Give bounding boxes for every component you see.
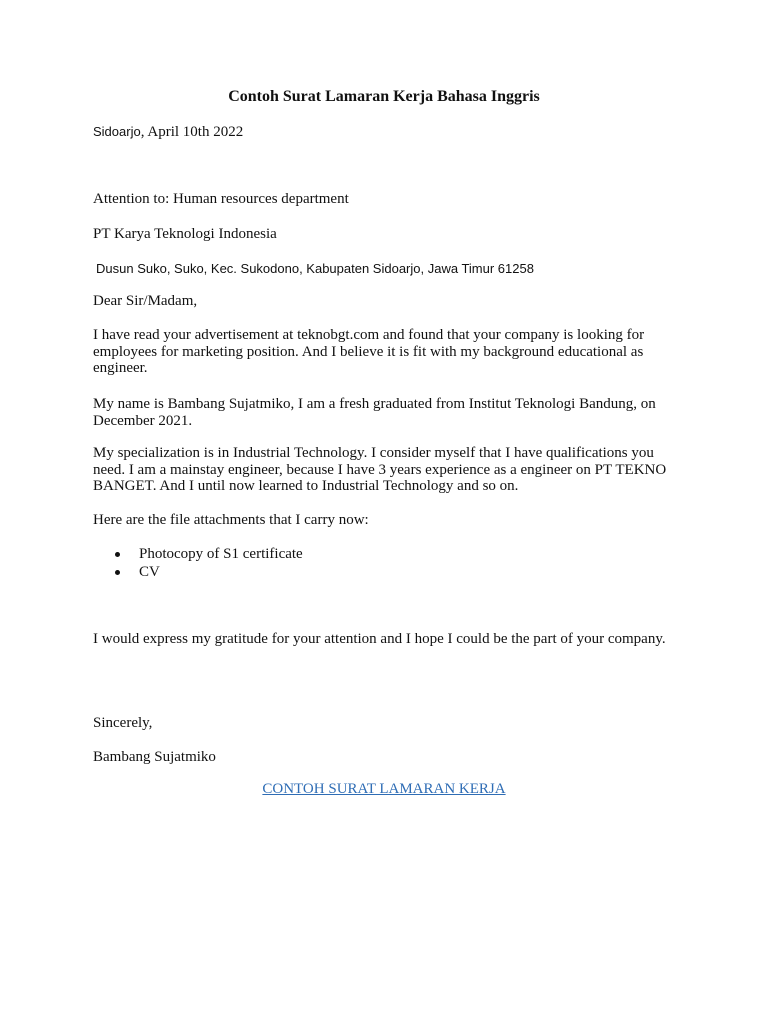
attachment-label: Photocopy of S1 certificate xyxy=(139,546,303,562)
document-title: Contoh Surat Lamaran Kerja Bahasa Inggris xyxy=(228,88,540,105)
paragraph-specialization: My specialization is in Industrial Technology. I consider myself that I have qualifications you need. I am a mainstay engineer, because I have 3 years experience as a engineer on PT TEKNO BANGET. And I until now learned to Industrial Technology and so on. xyxy=(93,445,667,494)
closing-paragraph: I would express my gratitude for your attention and I hope I could be the part of your company. xyxy=(93,631,666,647)
date-text: , April 10th 2022 xyxy=(140,124,244,140)
paragraph-intro: I have read your advertisement at teknobgt.com and found that your company is looking for employees for marketing position. And I believe it is fit with my background educational as engineer. xyxy=(93,327,645,376)
company-address: Dusun Suko, Suko, Kec. Sukodono, Kabupaten Sidoarjo, Jawa Timur 61258 xyxy=(96,261,534,276)
list-item xyxy=(93,563,303,581)
salutation: Dear Sir/Madam, xyxy=(93,293,198,309)
attachment-label: CV xyxy=(139,564,160,580)
signature-name: Bambang Sujatmiko xyxy=(93,749,216,765)
paragraph-attachments-intro: Here are the file attachments that I carry now: xyxy=(93,512,369,528)
date-place: Sidoarjo xyxy=(93,124,141,139)
company-name: PT Karya Teknologi Indonesia xyxy=(93,226,277,242)
paragraph-name: My name is Bambang Sujatmiko, I am a fresh graduated from Institut Teknologi Bandung, on December 2021. xyxy=(93,396,656,429)
contoh-surat-link[interactable]: CONTOH SURAT LAMARAN KERJA xyxy=(262,781,506,797)
bullet-icon xyxy=(115,552,120,557)
list-item xyxy=(93,545,303,563)
bullet-icon xyxy=(115,570,120,575)
attachment-list xyxy=(93,545,303,581)
attention-line: Attention to: Human resources department xyxy=(93,191,349,207)
date-line xyxy=(93,124,243,141)
closing-line: Sincerely, xyxy=(93,715,153,731)
